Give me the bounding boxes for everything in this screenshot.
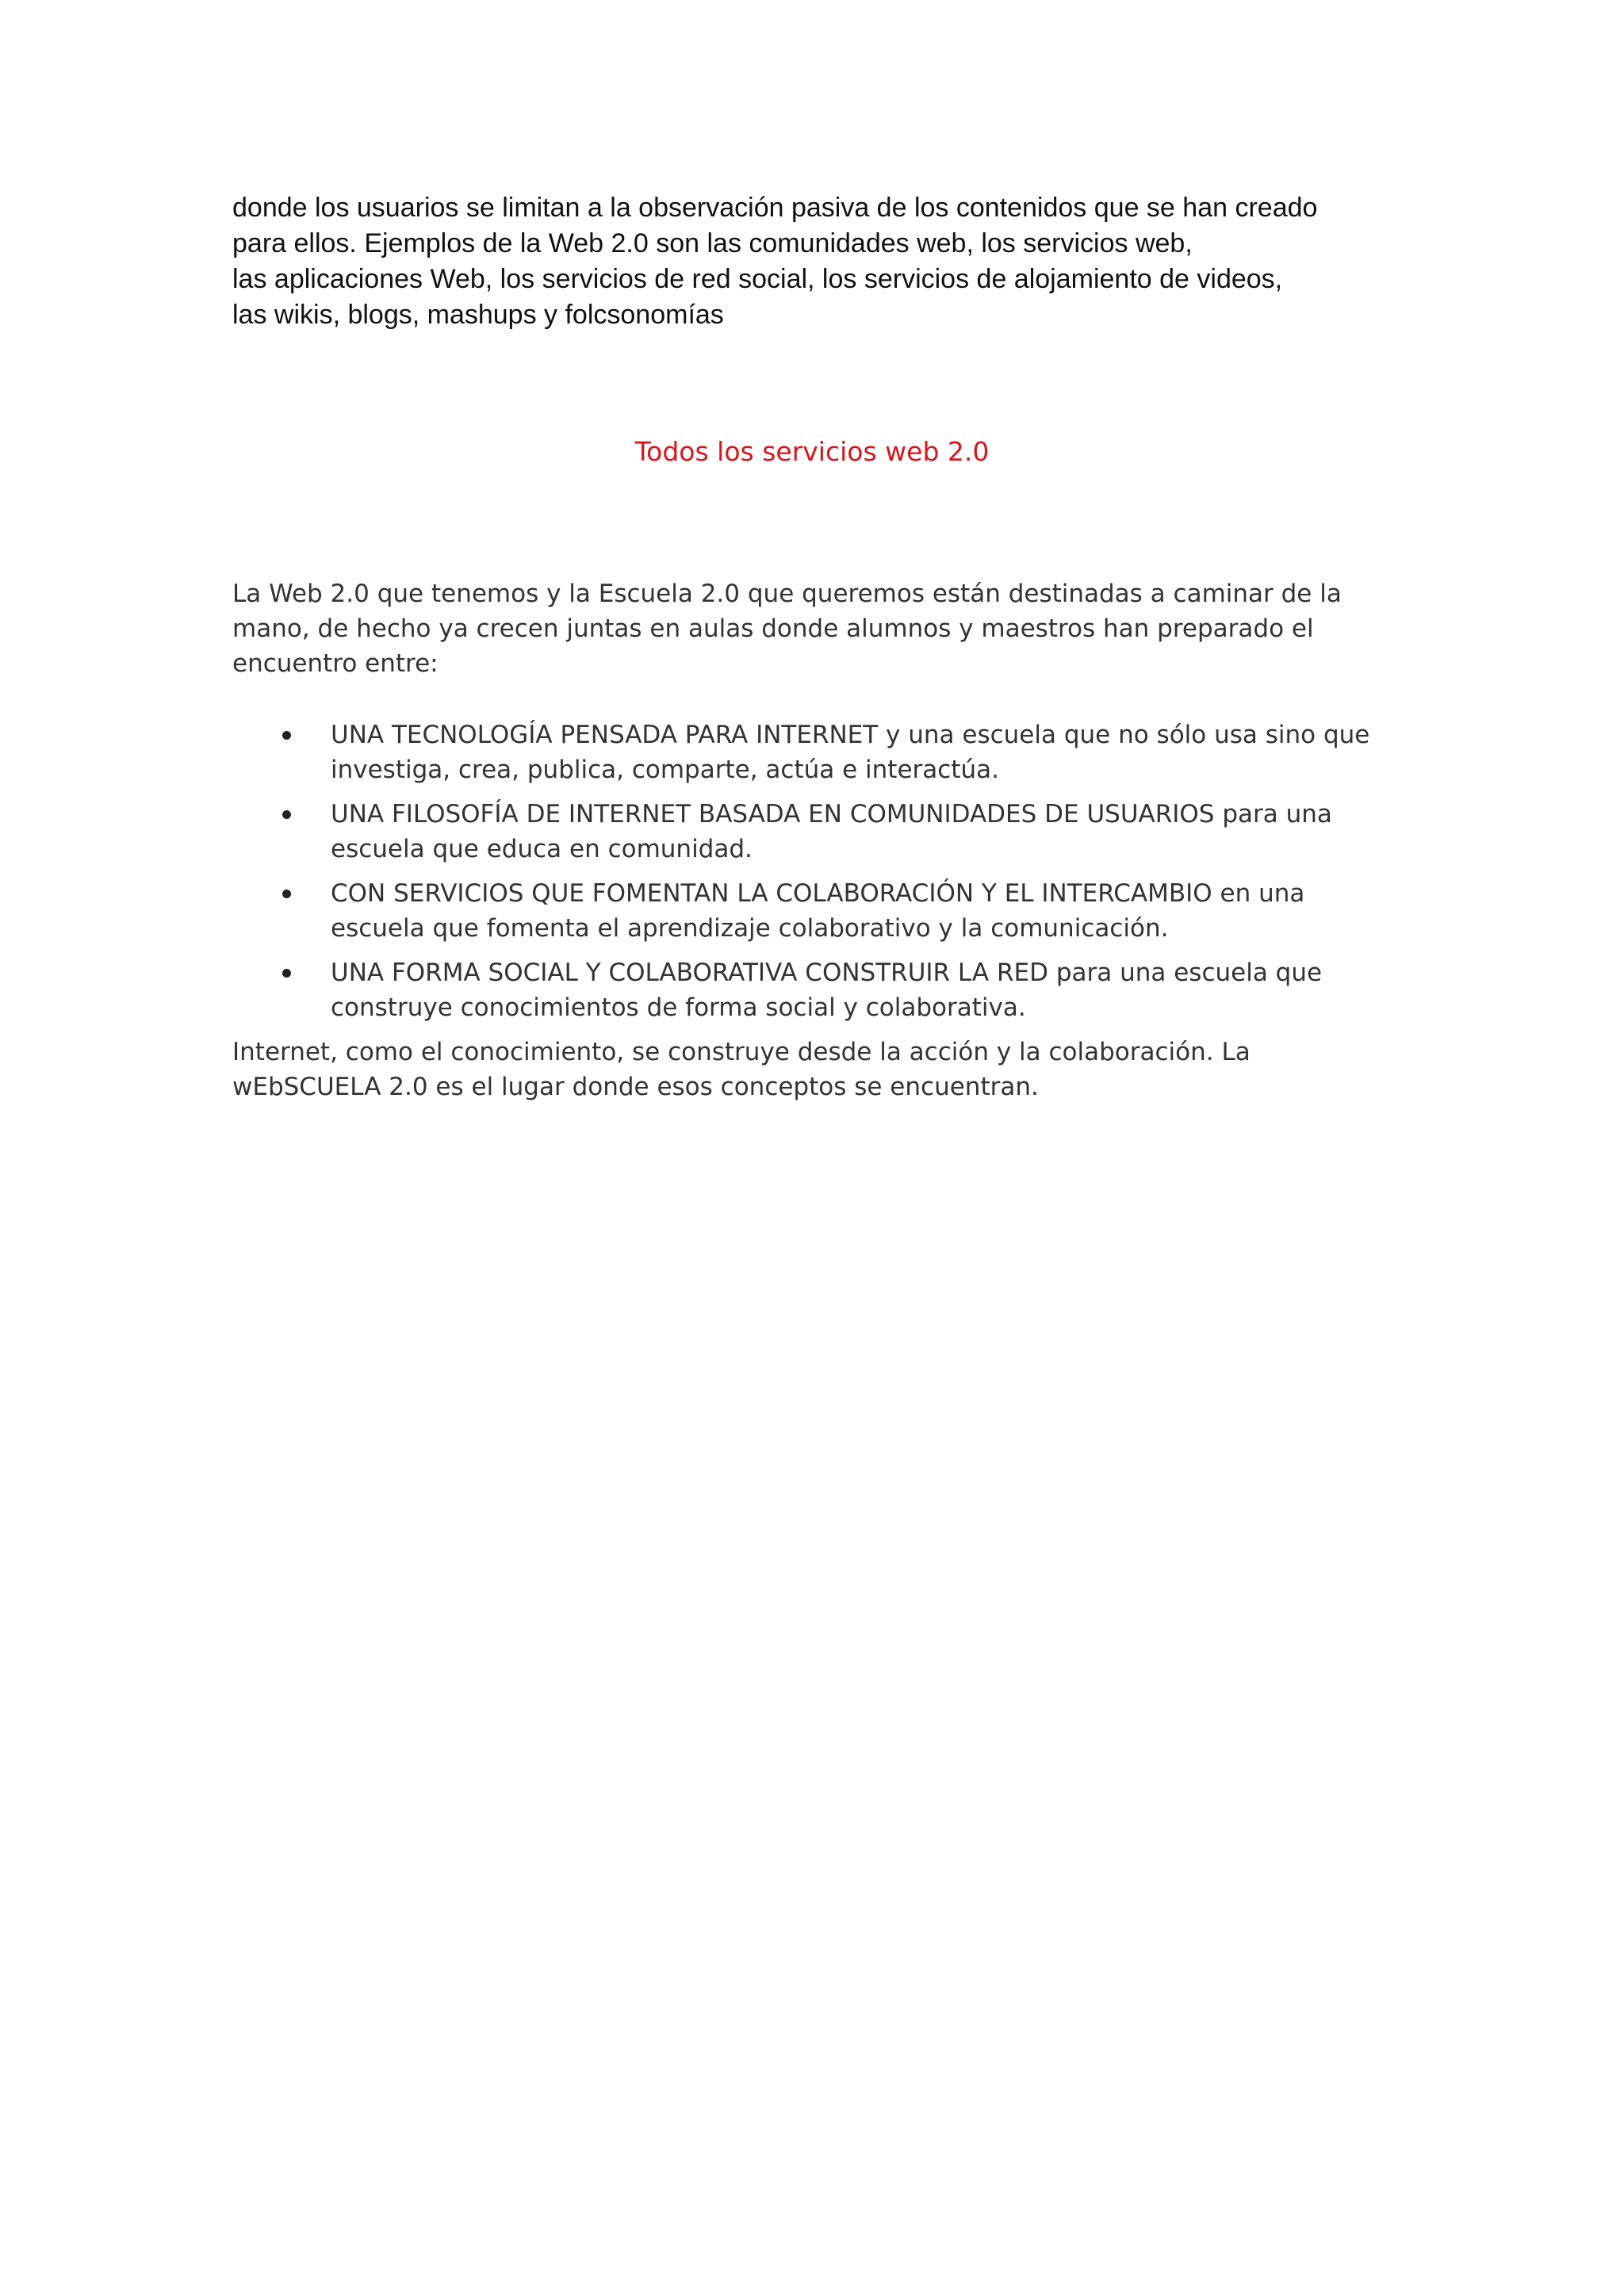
list-item — [232, 955, 1406, 1025]
intro-line: para ellos. Ejemplos de la Web 2.0 son las comunidades web, los servicios web, — [232, 228, 1193, 258]
list-item-line: UNA FILOSOFÍA DE INTERNET BASADA EN COMUNIDADES DE USUARIOS para una — [331, 800, 1332, 828]
bullet-icon — [282, 731, 291, 740]
intro-line: donde los usuarios se limitan a la observación pasiva de los contenidos que se han creado — [232, 193, 1318, 223]
intro-paragraph — [232, 190, 1406, 333]
list-item — [232, 797, 1406, 867]
list-item-line: construye conocimientos de forma social y colaborativa. — [331, 993, 1026, 1022]
intro-line: las wikis, blogs, mashups y folcsonomías — [232, 300, 724, 330]
closing-line: wEbSCUELA 2.0 es el lugar donde esos conceptos se encuentran. — [232, 1073, 1039, 1101]
list-item-line: CON SERVICIOS QUE FOMENTAN LA COLABORACIÓN Y EL INTERCAMBIO en una — [331, 879, 1305, 908]
bullet-list — [232, 718, 1406, 1035]
bullet-icon — [282, 969, 291, 978]
lead-line: encuentro entre: — [232, 649, 439, 678]
list-item-line: investiga, crea, publica, comparte, actúa e interactúa. — [331, 756, 999, 784]
list-item — [232, 876, 1406, 946]
section-title: Todos los servicios web 2.0 — [634, 436, 990, 467]
bullet-icon — [282, 890, 291, 898]
list-item-line: escuela que educa en comunidad. — [331, 835, 753, 863]
lead-paragraph — [232, 576, 1406, 681]
list-item-line: UNA TECNOLOGÍA PENSADA PARA INTERNET y una escuela que no sólo usa sino que — [331, 721, 1370, 749]
list-item — [232, 718, 1406, 787]
lead-line: La Web 2.0 que tenemos y la Escuela 2.0 que queremos están destinadas a caminar de la — [232, 580, 1342, 608]
closing-paragraph — [232, 1035, 1406, 1104]
list-item-line: escuela que fomenta el aprendizaje colaborativo y la comunicación. — [331, 914, 1169, 943]
list-item-line: UNA FORMA SOCIAL Y COLABORATIVA CONSTRUIR LA RED para una escuela que — [331, 959, 1323, 987]
bullet-icon — [282, 810, 291, 819]
intro-line: las aplicaciones Web, los servicios de red social, los servicios de alojamiento de videos, — [232, 264, 1283, 294]
closing-line: Internet, como el conocimiento, se construye desde la acción y la colaboración. La — [232, 1038, 1251, 1066]
lead-line: mano, de hecho ya crecen juntas en aulas donde alumnos y maestros han preparado el — [232, 614, 1314, 643]
